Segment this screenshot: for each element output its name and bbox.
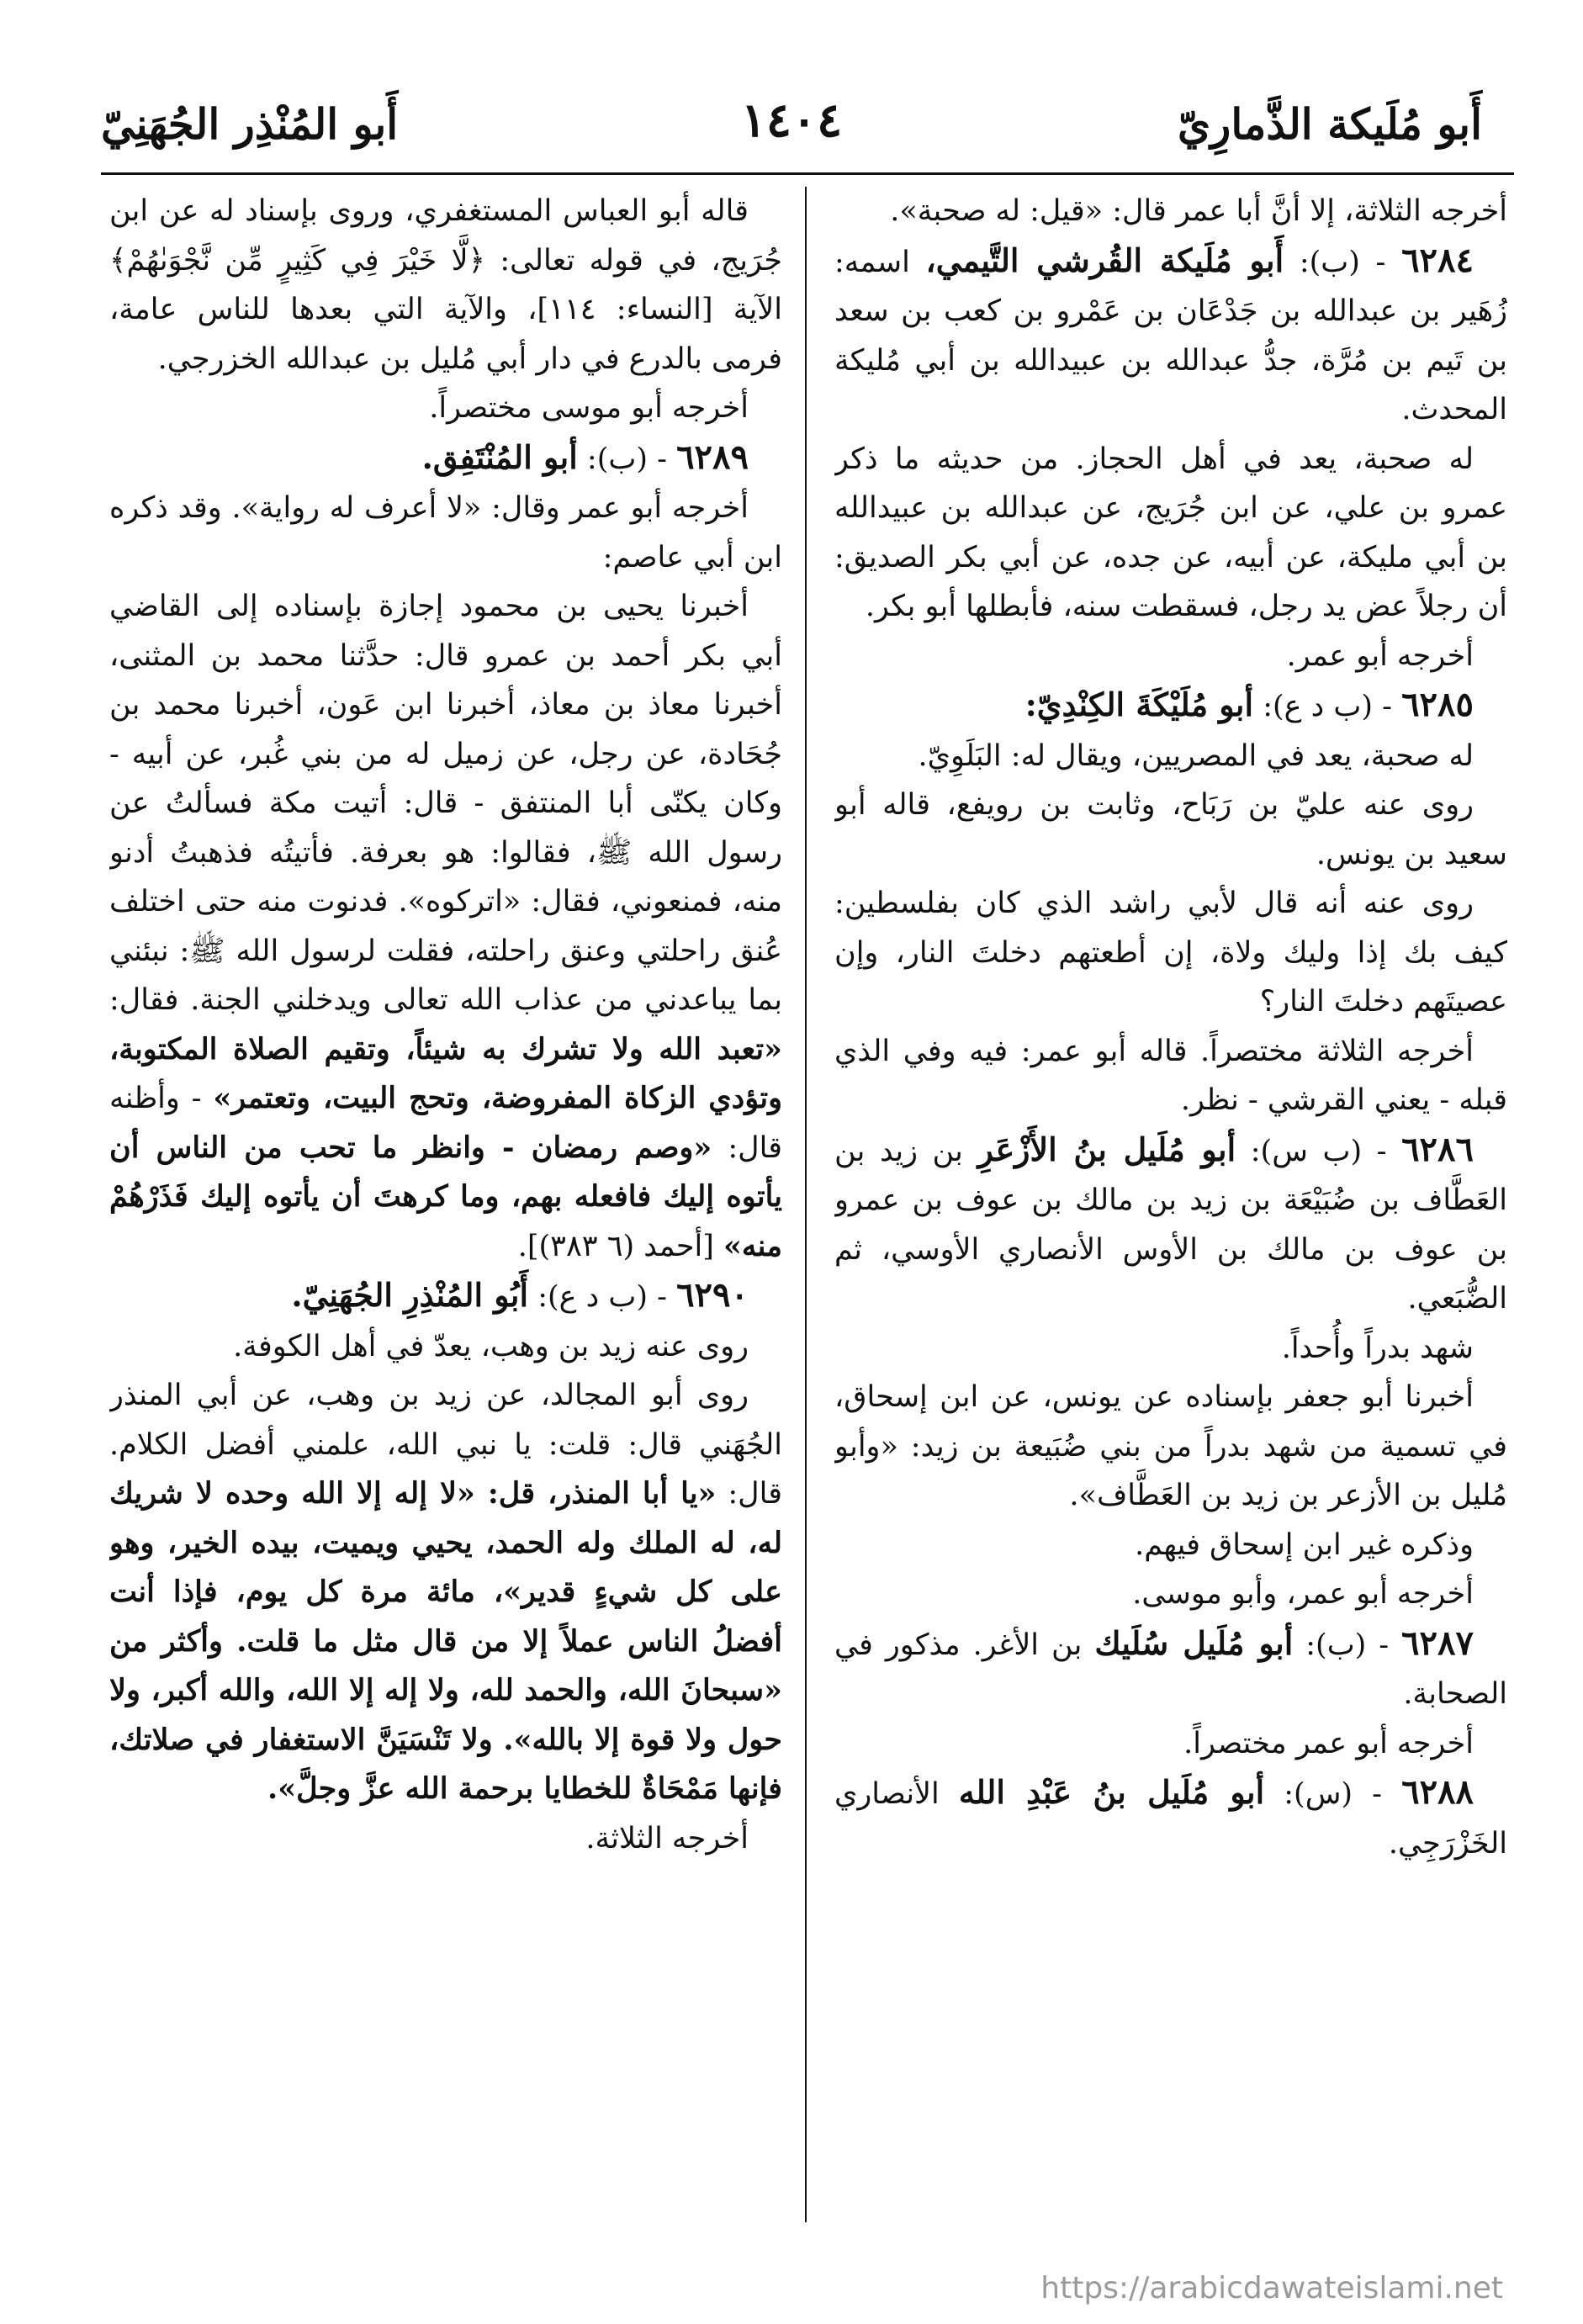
entry-source-tag: - (ب س): xyxy=(1236,1134,1402,1168)
paragraph: أخرجه أبو عمر، وأبو موسى. xyxy=(1132,1577,1474,1611)
column-divider xyxy=(805,187,807,2222)
hadith-paragraph xyxy=(109,582,782,1271)
paragraph: أخرجه الثلاثة، إلا أنَّ أبا عمر قال: «قيل: له صحبة». xyxy=(890,194,1507,228)
entry-number: ٦٢٨٧ xyxy=(1401,1623,1474,1663)
paragraph: أخرجه أبو عمر مختصراً. xyxy=(1183,1726,1474,1760)
entry-number: ٦٢٨٥ xyxy=(1401,685,1474,724)
hadith-aside: - وأظنه قال: xyxy=(109,1082,782,1165)
running-head-right: أَبو مُلَيكة الذَّمارِيّ xyxy=(1178,99,1482,149)
entry-name: أَبو مُلَيكة القُرشي التَّيمي، xyxy=(925,241,1284,279)
entry-number: ٦٢٨٨ xyxy=(1401,1772,1474,1812)
paragraph: روى عنه زيد بن وهب، يعدّ في أهل الكوفة. xyxy=(233,1329,749,1363)
entry-text: بن زيد بن العَطَّاف بن ضُبَيْعَة بن زيد بن مالك بن عوف بن عمرو بن عوف بن مالك بن الأوس الأنصاري الأوسي، ثم الضُّبَعي. xyxy=(834,1134,1507,1316)
hadith-text: «وصم رمضان - وانظر ما تحب من الناس أن يأتوه إليك فافعله بهم، وما كرهتَ أن يأتوه إليك فَذَرْهُمْ منه» xyxy=(109,1130,782,1263)
entry-6286 xyxy=(834,1125,1507,1324)
right-column xyxy=(834,187,1507,2239)
paragraph: أخبرنا أبو جعفر بإسناده عن يونس، عن ابن إسحاق، في تسمية من شهد بدراً من بني ضُبَيعة بن زيد: «وأبو مُليل بن الأزعر بن زيد بن العَطَّاف». xyxy=(834,1380,1507,1512)
entry-source-tag: - (ب د ع): xyxy=(1253,690,1402,723)
hadith-paragraph xyxy=(109,1371,782,1814)
paragraph: أخرجه أبو موسى مختصراً. xyxy=(429,391,749,425)
hadith-text: «يا أبا المنذر، قل: «لا إله إلا الله وحده لا شريك له، له الملك وله الحمد، يحيي ويميت، بيده الخير، وهو على كل شيءٍ قدير»، مائة مرة كل يوم، فإذا أنت أفضلُ الناس عملاً إلا من قال مثل ما قلت. وأكثر من «سبحانَ الله، والحمد لله، ولا إله إلا الله، والله أكبر، ولا حول ولا قوة إلا بالله». ولا تَنْسَيَنَّ الاستغفار في صلاتك، فإنها مَمْحَاةٌ للخطايا برحمة الله عزَّ وجلَّ». xyxy=(109,1476,782,1806)
entry-name: أَبُو المُنْذِرِ الجُهَنِيّ. xyxy=(291,1276,529,1314)
entry-name: أبو مُلَيل بنُ عَبْدِ الله xyxy=(958,1773,1265,1811)
entry-source-tag: - (س): xyxy=(1264,1777,1402,1811)
entry-6284 xyxy=(834,236,1507,435)
header-rule xyxy=(101,172,1514,175)
paragraph: أخرجه الثلاثة. xyxy=(585,1821,749,1855)
paragraph: أخرجه أبو عمر. xyxy=(1286,638,1474,673)
hadith-reference: [أحمد (٦ ٣٨٣)]. xyxy=(517,1229,724,1263)
page-number: ١٤٠٤ xyxy=(740,93,843,148)
entry-number: ٦٢٨٤ xyxy=(1401,240,1474,280)
paragraph: له صحبة، يعد في المصريين، ويقال له: البَلَوِيّ. xyxy=(918,738,1474,773)
entry-6289 xyxy=(109,433,782,484)
running-head-left: أَبو المُنْذِر الجُهَنِيّ xyxy=(101,99,399,149)
hadith-isnad: روى أبو المجالد، عن زيد بن وهب، عن أبي المنذر الجُهَني قال: قلت: يا نبي الله، علمني أفضل الكلام. قال: xyxy=(109,1379,782,1511)
entry-6290 xyxy=(109,1271,782,1322)
paragraph: أخرجه أبو عمر وقال: «لا أعرف له رواية». وقد ذكره ابن أبي عاصم: xyxy=(109,491,782,574)
entry-6287 xyxy=(834,1619,1507,1719)
paragraph: وذكره غير ابن إسحاق فيهم. xyxy=(1135,1527,1474,1562)
entry-source-tag: - (ب د ع): xyxy=(528,1280,677,1314)
paragraph: له صحبة، يعد في أهل الحجاز. من حديثه ما ذكر عمرو بن علي، عن ابن جُرَيج، عن عبدالله بن عبيدالله بن أبي مليكة، عن أبيه، عن جده، عن أبي بكر الصديق: أن رجلاً عض يد رجل، فسقطت سنه، فأبطلها أبو بكر. xyxy=(834,442,1507,623)
entry-text: الأنصاري الخَزْرَجِي. xyxy=(834,1777,1507,1861)
page-header xyxy=(101,93,1482,168)
paragraph: روى عنه عليّ بن رَبَاح، وثابت بن رويفع، قاله أبو سعيد بن يونس. xyxy=(834,788,1507,871)
entry-number: ٦٢٩٠ xyxy=(676,1275,749,1315)
hadith-isnad: أخبرنا يحيى بن محمود إجازة بإسناده إلى القاضي أبي بكر أحمد بن عمرو قال: حدَّثنا محمد بن المثنى، أخبرنا معاذ بن معاذ، أخبرنا ابن عَون، أخبرنا محمد بن جُحَادة، عن رجل، عن زميل له من بني غُبر، عن أبيه - وكان يكنّى أبا المنتفق - قال: أتيت مكة فسألتُ عن رسول الله ﷺ، فقالوا: هو بعرفة. فأتيتُه فذهبتُ أدنو منه، فمنعوني، فقال: «اتركوه». فدنوت منه حتى اختلف عُنق راحلتي وعنق راحلته، فقلت لرسول الله ﷺ: نبئني بما يباعدني من عذاب الله تعالى ويدخلني الجنة. فقال: xyxy=(109,590,782,1017)
entry-number: ٦٢٨٩ xyxy=(676,437,749,477)
entry-6288 xyxy=(834,1768,1507,1868)
paragraph: قاله أبو العباس المستغفري، وروى بإسناد له عن ابن جُرَيج، في قوله تعالى: ﴿لَّا خَيْرَ فِي كَثِيرٍ مِّن نَّجْوَىٰهُمْ﴾ الآية [النساء: ١١٤]، والآية التي بعدها للناس عامة، فرمى بالدرع في دار أبي مُليل بن عبدالله الخزرجي. xyxy=(109,194,782,376)
hadith-text: «تعبد الله ولا تشرك به شيئاً، وتقيم الصلاة المكتوبة، وتؤدي الزكاة المفروضة، وتحج البيت، وتعتمر» xyxy=(109,1031,782,1115)
entry-name: أبو مُلَيل بنُ الأَزْعَرِ xyxy=(977,1130,1236,1168)
paragraph: أخرجه الثلاثة مختصراً. قاله أبو عمر: فيه وفي الذي قبله - يعني القرشي - نظر. xyxy=(834,1034,1507,1117)
entry-source-tag: - (ب): xyxy=(1284,245,1402,279)
paragraph: روى عنه أنه قال لأبي راشد الذي كان بفلسطين: كيف بك إذا وليك ولاة، إن أطعتهم دخلتَ النار، وإن عصيتَهم دخلتَ النار؟ xyxy=(834,887,1507,1019)
entry-text: بن الأغر. مذكور في الصحابة. xyxy=(834,1628,1507,1711)
left-column xyxy=(109,187,782,2239)
entry-source-tag: - (ب): xyxy=(577,442,677,476)
entry-source-tag: - (ب): xyxy=(1293,1628,1402,1662)
paragraph: شهد بدراً وأُحداً. xyxy=(1281,1331,1474,1365)
entry-text: اسمه: زُهَير بن عبدالله بن جَدْعَان بن عَمْرو بن كعب بن سعد بن تَيم بن مُرَّة، جدُّ عبدالله بن عبيدالله بن أبي مُليكة المحدث. xyxy=(834,245,1507,426)
entry-name: أبو مُلَيْكَةَ الكِنْدِيّ: xyxy=(1024,686,1254,723)
watermark-url: https://arabicdawateislami.net xyxy=(1040,2271,1503,2305)
entry-name: أبو المُنْتَفِق. xyxy=(421,437,578,476)
entry-name: أبو مُلَيل سُلَيك xyxy=(1094,1623,1294,1662)
entry-6285 xyxy=(834,680,1507,732)
entry-number: ٦٢٨٦ xyxy=(1401,1129,1474,1169)
